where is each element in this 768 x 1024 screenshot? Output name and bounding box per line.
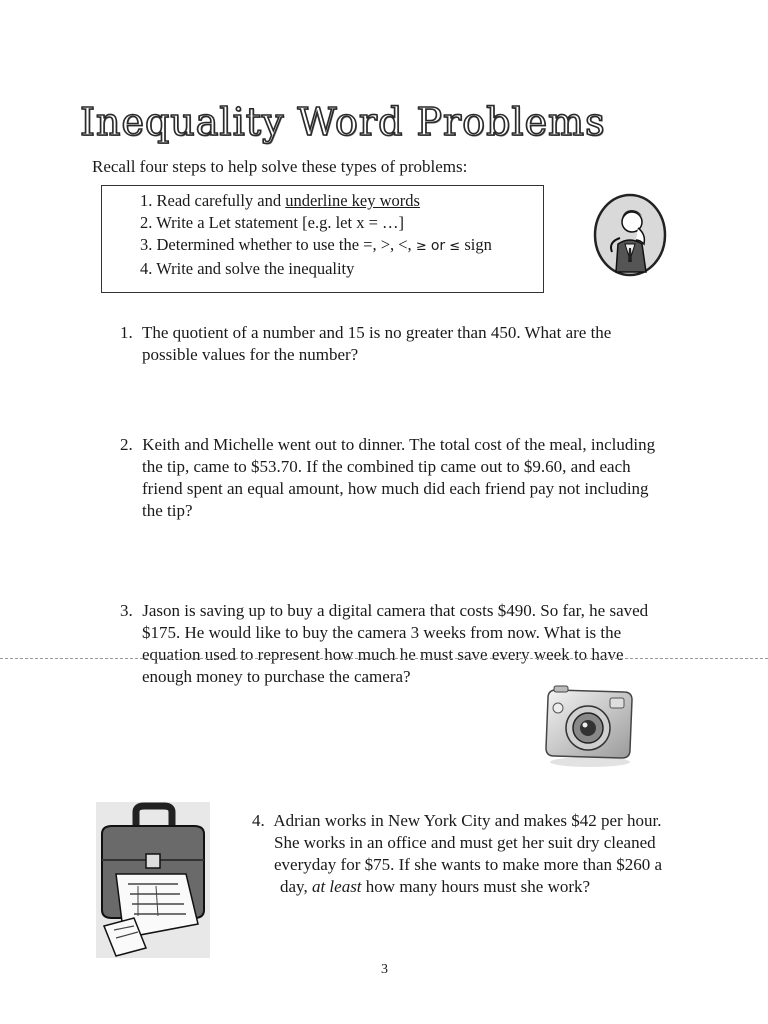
less-equal-symbol: ≤	[449, 239, 461, 254]
step-2: 2. Write a Let statement [e.g. let x = …]	[140, 213, 404, 232]
briefcase-icon	[94, 800, 212, 960]
problem-4-line-4	[252, 876, 692, 898]
problem-4-line-4-end: how many hours must she work?	[361, 877, 591, 896]
step-3-suffix: sign	[460, 235, 492, 254]
problem-1-number: 1.	[120, 323, 133, 342]
problem-4-line-3: everyday for $75. If she wants to make more than $260 a	[274, 855, 663, 874]
steps-list	[102, 186, 543, 280]
problem-2-line-3: friend spent an equal amount, how much did each friend pay not including	[142, 479, 649, 498]
problem-2-line-4: the tip?	[142, 501, 193, 520]
problem-3-line-3: equation used to represent how much he must save every week to have	[142, 645, 624, 664]
step-1-text: 1. Read carefully and	[140, 191, 286, 210]
problem-3-number: 3.	[120, 601, 133, 620]
problem-4-number: 4.	[252, 811, 265, 830]
steps-box	[101, 185, 544, 293]
problem-2	[120, 434, 680, 522]
problem-4-line-4-start: day,	[280, 877, 312, 896]
scan-artifact-line	[0, 658, 768, 659]
step-3-or: or	[430, 238, 446, 254]
page-number: 3	[381, 962, 388, 977]
step-1-underlined: underline key words	[285, 191, 420, 210]
problem-2-line-1: Keith and Michelle went out to dinner. The total cost of the meal, including	[142, 435, 656, 454]
problem-1-line-1: The quotient of a number and 15 is no greater than 450. What are the	[141, 323, 612, 342]
intro-text: Recall four steps to help solve these types of problems:	[92, 157, 468, 176]
problem-3	[120, 600, 680, 688]
bleed-through-text	[60, 68, 720, 93]
problem-4-emphasis: at least	[311, 877, 362, 896]
step-1	[140, 190, 543, 212]
problem-1	[120, 322, 680, 366]
problem-4-line-2: She works in an office and must get her suit dry cleaned	[274, 833, 656, 852]
camera-icon	[540, 684, 636, 768]
problem-4	[252, 810, 692, 898]
problem-2-line-2: the tip, came to $53.70. If the combined tip came out to $9.60, and each	[142, 457, 631, 476]
problem-3-line-2: $175. He would like to buy the camera 3 weeks from now. What is the	[142, 623, 622, 642]
step-3-text: 3. Determined whether to use the =, >, <,	[140, 235, 416, 254]
greater-equal-symbol: ≥	[415, 239, 427, 254]
problem-1-line-2: possible values for the number?	[142, 345, 359, 364]
problem-2-number: 2.	[120, 435, 133, 454]
problem-4-line-1: Adrian works in New York City and makes $42 per hour.	[273, 811, 662, 830]
problem-3-line-1: Jason is saving up to buy a digital camera that costs $490. So far, he saved	[142, 601, 649, 620]
step-4: 4. Write and solve the inequality	[140, 259, 355, 278]
thinking-person-icon	[592, 192, 668, 278]
page-title: Inequality Word Problems	[80, 100, 606, 144]
problem-3-line-4: enough money to purchase the camera?	[142, 667, 411, 686]
step-3	[140, 234, 543, 258]
